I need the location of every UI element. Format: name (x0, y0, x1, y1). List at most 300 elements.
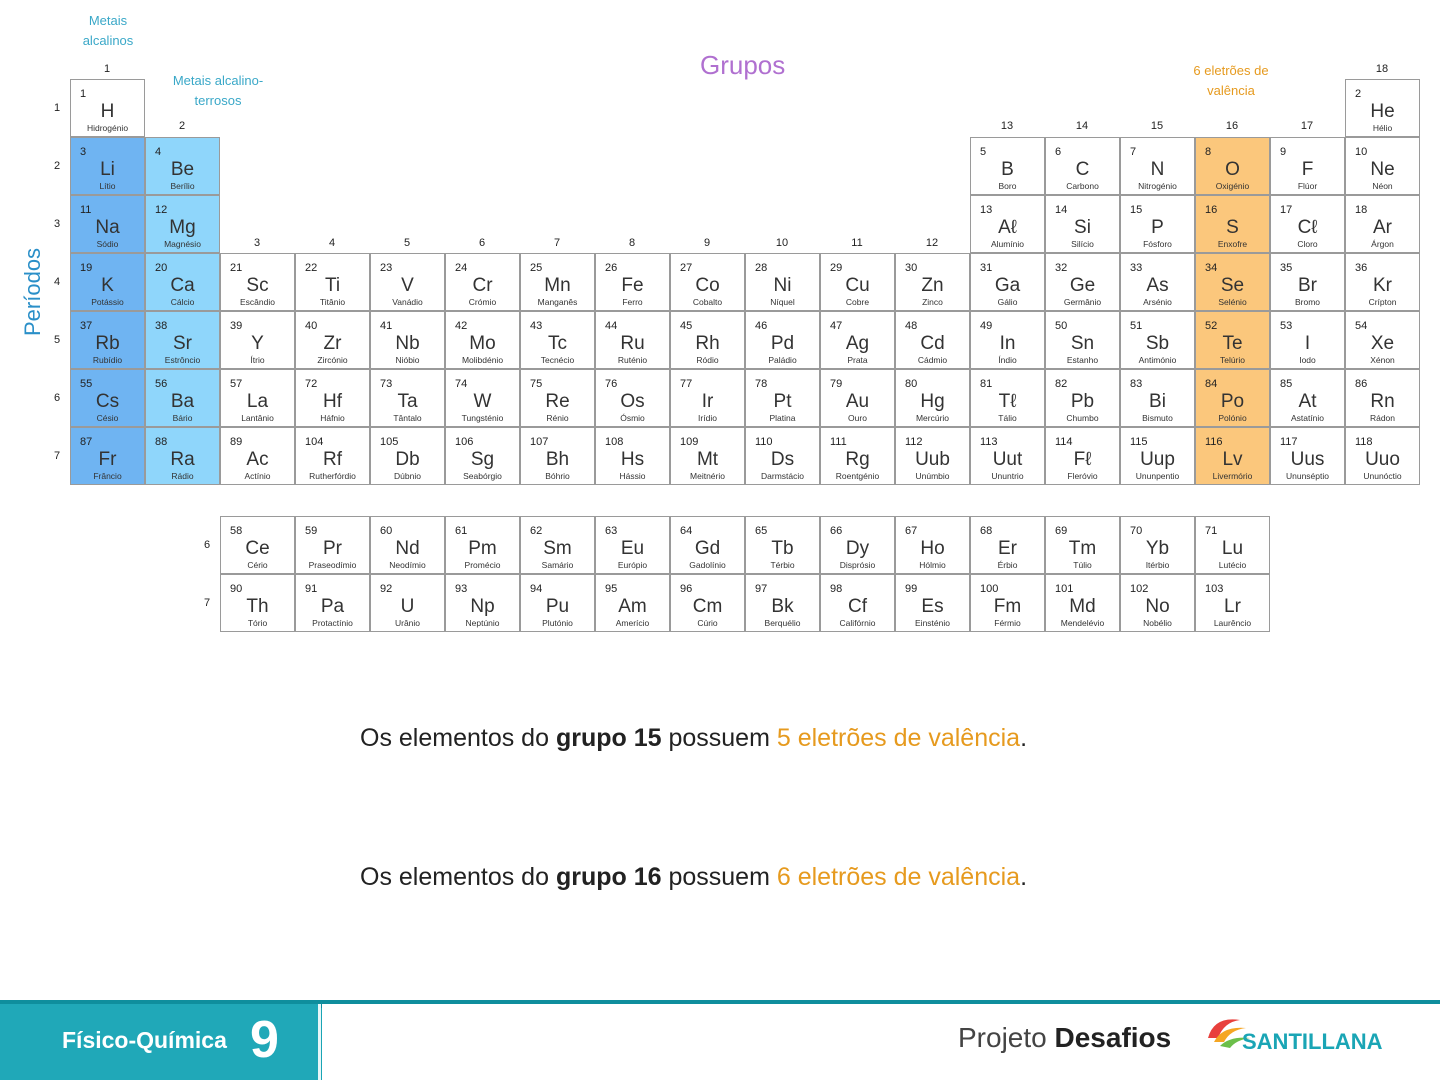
element-symbol: Ir (701, 391, 714, 412)
element-symbol: Ga (994, 275, 1021, 296)
project-prefix: Projeto (958, 1022, 1055, 1053)
element-cell (820, 574, 895, 632)
atomic-number: 53 (1280, 320, 1293, 332)
element-cell (1345, 427, 1420, 485)
element-symbol: Cu (845, 275, 870, 296)
element-cell (145, 137, 220, 195)
element-name: Fósforo (1143, 239, 1172, 249)
element-symbol: Rn (1370, 391, 1395, 412)
element-cell (1120, 516, 1195, 574)
element-name: Césio (96, 413, 119, 423)
statement-group: grupo 16 (555, 863, 662, 891)
element-symbol: Ho (920, 538, 945, 559)
atomic-number: 50 (1055, 320, 1068, 332)
element-symbol: Cf (848, 596, 867, 617)
element-name: Índio (998, 355, 1017, 365)
element-symbol: Ar (1373, 217, 1392, 238)
element-cell (445, 516, 520, 574)
atomic-number: 111 (830, 436, 847, 448)
atomic-number: 48 (905, 320, 918, 332)
period-number: 6 (53, 392, 61, 404)
element-symbol: Re (545, 391, 570, 412)
element-name: Ferro (622, 297, 643, 307)
element-cell (970, 195, 1045, 253)
element-name: Crómio (468, 297, 497, 307)
atomic-number: 29 (830, 262, 843, 274)
element-symbol: Sg (470, 449, 495, 470)
element-symbol: Ba (170, 391, 195, 412)
element-cell (220, 311, 295, 369)
atomic-number: 35 (1280, 262, 1293, 274)
element-cell (820, 516, 895, 574)
atomic-number: 4 (155, 146, 162, 158)
element-cell (445, 311, 520, 369)
atomic-number: 37 (80, 320, 93, 332)
element-symbol: Fm (993, 596, 1022, 617)
element-name: Zircónio (317, 355, 348, 365)
element-name: Dúbnio (394, 471, 421, 481)
element-cell (370, 427, 445, 485)
element-cell (220, 369, 295, 427)
element-cell (595, 574, 670, 632)
element-cell (145, 253, 220, 311)
statement-text: Os elementos do (360, 724, 556, 752)
element-name: Magnésio (164, 239, 201, 249)
element-symbol: Ce (245, 538, 270, 559)
group-number: 12 (925, 237, 939, 249)
project-name: Desafios (1054, 1022, 1172, 1053)
element-symbol: Ac (246, 449, 269, 470)
element-name: Escândio (240, 297, 275, 307)
element-symbol: N (1150, 159, 1165, 180)
element-name: Bário (172, 413, 193, 423)
element-cell (1045, 369, 1120, 427)
atomic-number: 61 (455, 525, 468, 537)
element-cell (895, 369, 970, 427)
element-symbol: Sr (173, 333, 192, 354)
atomic-number: 12 (155, 204, 168, 216)
atomic-number: 81 (980, 378, 993, 390)
element-name: Rubídio (92, 355, 123, 365)
element-cell (520, 574, 595, 632)
atomic-number: 28 (755, 262, 768, 274)
period-number: 3 (53, 218, 61, 230)
element-name: Califórnio (839, 618, 876, 628)
element-name: Hássio (619, 471, 646, 481)
atomic-number: 88 (155, 436, 168, 448)
group-number: 3 (253, 237, 261, 249)
element-symbol: Ru (620, 333, 645, 354)
element-name: Térbio (770, 560, 795, 570)
element-cell (745, 574, 820, 632)
element-name: Cádmio (917, 355, 948, 365)
atomic-number: 14 (1055, 204, 1068, 216)
element-name: Nobélio (1143, 618, 1172, 628)
element-symbol: Bk (771, 596, 794, 617)
element-symbol: Hg (920, 391, 945, 412)
element-symbol: Fℓ (1073, 449, 1092, 470)
element-symbol: Y (251, 333, 264, 354)
element-symbol: Po (1220, 391, 1245, 412)
element-name: Polónio (1218, 413, 1247, 423)
atomic-number: 38 (155, 320, 168, 332)
atomic-number: 97 (755, 583, 768, 595)
element-symbol: La (246, 391, 269, 412)
element-symbol: Lu (1221, 538, 1244, 559)
element-name: Gálio (997, 297, 1018, 307)
atomic-number: 44 (605, 320, 618, 332)
element-cell (595, 369, 670, 427)
element-symbol: Md (1069, 596, 1096, 617)
element-symbol: V (401, 275, 414, 296)
element-symbol: At (1298, 391, 1317, 412)
element-name: Mendelévio (1060, 618, 1105, 628)
atomic-number: 31 (980, 262, 993, 274)
element-name: Neptúnio (465, 618, 500, 628)
element-cell (1120, 195, 1195, 253)
element-name: Astatínio (1290, 413, 1325, 423)
element-symbol: Es (921, 596, 944, 617)
element-name: Tântalo (393, 413, 422, 423)
atomic-number: 110 (755, 436, 773, 448)
valence-6-label: 6 eletrões de valência (1193, 63, 1269, 98)
element-cell (295, 253, 370, 311)
element-cell (745, 427, 820, 485)
element-cell (670, 253, 745, 311)
atomic-number: 2 (1355, 88, 1362, 100)
atomic-number: 96 (680, 583, 693, 595)
element-cell (70, 79, 145, 137)
element-name: Promécio (464, 560, 501, 570)
atomic-number: 84 (1205, 378, 1218, 390)
group-number: 11 (851, 237, 863, 249)
element-cell (1270, 137, 1345, 195)
element-cell (970, 253, 1045, 311)
element-name: Praseodímio (308, 560, 357, 570)
element-name: Samário (541, 560, 574, 570)
atomic-number: 6 (1055, 146, 1062, 158)
element-cell (970, 574, 1045, 632)
element-symbol: Ni (773, 275, 792, 296)
atomic-number: 30 (905, 262, 918, 274)
atomic-number: 26 (605, 262, 618, 274)
atomic-number: 83 (1130, 378, 1143, 390)
group-number: 13 (1000, 120, 1014, 132)
element-symbol: Np (470, 596, 495, 617)
element-symbol: Am (618, 596, 647, 617)
element-cell (370, 253, 445, 311)
atomic-number: 51 (1130, 320, 1143, 332)
element-name: Oxigénio (1215, 181, 1250, 191)
atomic-number: 10 (1355, 146, 1368, 158)
element-symbol: Xe (1370, 333, 1395, 354)
element-name: Néon (1372, 181, 1393, 191)
element-name: Fleróvio (1067, 471, 1098, 481)
element-cell (445, 427, 520, 485)
period-number: 5 (53, 334, 61, 346)
element-name: Arsénio (1143, 297, 1172, 307)
group-number: 2 (178, 120, 186, 132)
atomic-number: 19 (80, 262, 93, 274)
element-name: Cobre (845, 297, 870, 307)
element-name: Bromo (1294, 297, 1321, 307)
element-symbol: Uup (1140, 449, 1175, 470)
element-name: Frâncio (93, 471, 122, 481)
element-symbol: Pu (545, 596, 570, 617)
element-symbol: Si (1074, 217, 1091, 238)
element-cell (1345, 137, 1420, 195)
statement-valence: 6 eletrões de valência (776, 863, 1021, 891)
group-number: 4 (328, 237, 336, 249)
element-symbol: Rf (323, 449, 342, 470)
element-name: Cálcio (170, 297, 195, 307)
atomic-number: 42 (455, 320, 468, 332)
atomic-number: 105 (380, 436, 399, 448)
element-symbol: Cs (95, 391, 120, 412)
atomic-number: 27 (680, 262, 693, 274)
element-name: Háfnio (320, 413, 345, 423)
element-name: Titânio (319, 297, 346, 307)
element-cell (595, 427, 670, 485)
element-name: Neodímio (389, 560, 426, 570)
group-number: 18 (1375, 63, 1389, 75)
element-cell (295, 311, 370, 369)
statement-text: . (1020, 863, 1028, 891)
element-name: Cúrio (697, 618, 718, 628)
atomic-number: 71 (1205, 525, 1218, 537)
element-name: Iodo (1299, 355, 1316, 365)
element-symbol: Cm (692, 596, 723, 617)
element-symbol: Te (1222, 333, 1243, 354)
atomic-number: 1 (80, 88, 87, 100)
element-name: Cério (247, 560, 268, 570)
element-symbol: Bh (545, 449, 570, 470)
atomic-number: 104 (305, 436, 324, 448)
element-name: Hólmio (919, 560, 946, 570)
element-cell (820, 369, 895, 427)
atomic-number: 107 (530, 436, 549, 448)
atomic-number: 43 (530, 320, 543, 332)
element-cell (70, 137, 145, 195)
element-symbol: Uus (1290, 449, 1325, 470)
element-cell (1045, 427, 1120, 485)
atomic-number: 75 (530, 378, 543, 390)
atomic-number: 63 (605, 525, 618, 537)
atomic-number: 47 (830, 320, 843, 332)
element-name: Lutécio (1218, 560, 1247, 570)
element-cell (445, 574, 520, 632)
element-symbol: Ra (170, 449, 195, 470)
element-name: Alumínio (990, 239, 1025, 249)
atomic-number: 98 (830, 583, 843, 595)
element-name: Potássio (91, 297, 124, 307)
element-name: Laurêncio (1213, 618, 1252, 628)
element-name: Tungsténio (461, 413, 504, 423)
element-name: Zinco (922, 297, 943, 307)
element-cell (70, 195, 145, 253)
atomic-number: 109 (680, 436, 699, 448)
element-symbol: U (400, 596, 415, 617)
element-symbol: Br (1298, 275, 1317, 296)
atomic-number: 85 (1280, 378, 1293, 390)
element-symbol: Cd (920, 333, 945, 354)
element-cell (1345, 195, 1420, 253)
atomic-number: 39 (230, 320, 243, 332)
element-cell (670, 311, 745, 369)
element-cell (595, 311, 670, 369)
element-symbol: C (1075, 159, 1090, 180)
atomic-number: 13 (980, 204, 993, 216)
element-name: Livermório (1212, 471, 1253, 481)
element-symbol: Nb (395, 333, 420, 354)
statement-valence: 5 eletrões de valência (776, 724, 1021, 752)
element-cell (295, 516, 370, 574)
atomic-number: 68 (980, 525, 993, 537)
element-symbol: Dy (845, 538, 870, 559)
element-cell (670, 427, 745, 485)
atomic-number: 7 (1130, 146, 1137, 158)
element-symbol: Pr (323, 538, 342, 559)
element-symbol: W (473, 391, 492, 412)
element-name: Ununtrio (991, 471, 1024, 481)
element-symbol: F (1301, 159, 1314, 180)
element-symbol: Uut (992, 449, 1023, 470)
element-name: Rádio (171, 471, 194, 481)
element-cell (595, 516, 670, 574)
element-cell (1120, 427, 1195, 485)
atomic-number: 79 (830, 378, 843, 390)
atomic-number: 32 (1055, 262, 1068, 274)
element-name: Seabórgio (463, 471, 502, 481)
group-number: 15 (1150, 120, 1164, 132)
element-cell (445, 253, 520, 311)
element-symbol: Pb (1070, 391, 1095, 412)
element-cell (1345, 369, 1420, 427)
element-symbol: He (1370, 101, 1395, 122)
atomic-number: 80 (905, 378, 918, 390)
element-name: Nióbio (395, 355, 420, 365)
element-cell (895, 574, 970, 632)
element-cell (370, 369, 445, 427)
element-symbol: Pt (773, 391, 792, 412)
element-symbol: Th (246, 596, 269, 617)
element-name: Germânio (1063, 297, 1102, 307)
element-symbol: In (999, 333, 1016, 354)
element-symbol: Eu (620, 538, 645, 559)
element-cell (1195, 311, 1270, 369)
element-name: Xénon (1370, 355, 1395, 365)
element-symbol: Tc (548, 333, 567, 354)
element-cell (220, 516, 295, 574)
atomic-number: 93 (455, 583, 468, 595)
element-cell (1045, 516, 1120, 574)
element-cell (1195, 369, 1270, 427)
period-number: 4 (53, 276, 61, 288)
atomic-number: 46 (755, 320, 768, 332)
element-symbol: Db (395, 449, 420, 470)
atomic-number: 21 (230, 262, 243, 274)
element-name: Itérbio (1145, 560, 1170, 570)
element-name: Enxofre (1217, 239, 1248, 249)
element-cell (295, 369, 370, 427)
period-number: 7 (203, 597, 211, 609)
atomic-number: 45 (680, 320, 693, 332)
element-name: Hélio (1372, 123, 1393, 133)
element-cell (745, 516, 820, 574)
element-name: Ítrio (250, 355, 265, 365)
statement-text: Os elementos do (360, 863, 556, 891)
element-symbol: Uub (915, 449, 950, 470)
group-number: 1 (103, 63, 111, 75)
atomic-number: 112 (905, 436, 923, 448)
period-number: 6 (203, 539, 211, 551)
atomic-number: 116 (1205, 436, 1223, 448)
element-symbol: B (1001, 159, 1014, 180)
atomic-number: 57 (230, 378, 243, 390)
element-name: Cloro (1297, 239, 1318, 249)
element-symbol: Kr (1373, 275, 1392, 296)
group-number: 8 (628, 237, 636, 249)
element-name: Disprósio (839, 560, 876, 570)
atomic-number: 52 (1205, 320, 1218, 332)
element-name: Cobalto (692, 297, 723, 307)
group-number: 14 (1075, 120, 1089, 132)
element-symbol: Os (620, 391, 645, 412)
element-name: Tório (247, 618, 268, 628)
element-symbol: Uuo (1365, 449, 1400, 470)
atomic-number: 102 (1130, 583, 1149, 595)
periods-label: Períodos (20, 247, 45, 336)
element-name: Tálio (998, 413, 1017, 423)
element-symbol: Cr (472, 275, 493, 296)
atomic-number: 20 (155, 262, 168, 274)
statement-text: possuem (661, 863, 777, 891)
element-symbol: Ti (324, 275, 341, 296)
element-name: Amerício (615, 618, 650, 628)
atomic-number: 11 (80, 204, 92, 216)
element-symbol: Zr (323, 333, 342, 354)
element-name: Chumbo (1066, 413, 1099, 423)
statement-group-15 (360, 724, 1027, 753)
element-name: Rádon (1369, 413, 1396, 423)
element-cell (745, 253, 820, 311)
element-name: Bóhrio (545, 471, 570, 481)
atomic-number: 54 (1355, 320, 1368, 332)
element-name: Irídio (698, 413, 717, 423)
statement-text: . (1020, 724, 1028, 752)
element-symbol: Na (95, 217, 120, 238)
element-cell (670, 369, 745, 427)
element-symbol: Ca (170, 275, 195, 296)
atomic-number: 114 (1055, 436, 1073, 448)
atomic-number: 87 (80, 436, 93, 448)
element-symbol: Aℓ (998, 217, 1017, 238)
element-cell (1045, 311, 1120, 369)
element-cell (70, 369, 145, 427)
element-cell (370, 516, 445, 574)
element-symbol: Ne (1370, 159, 1395, 180)
atomic-number: 101 (1055, 583, 1074, 595)
element-symbol: Cℓ (1297, 217, 1318, 238)
element-cell (145, 195, 220, 253)
atomic-number: 5 (980, 146, 987, 158)
element-cell (970, 369, 1045, 427)
element-cell (895, 253, 970, 311)
grade-number: 9 (250, 1011, 279, 1069)
element-name: Silício (1071, 239, 1094, 249)
atomic-number: 115 (1130, 436, 1148, 448)
statement-text: possuem (661, 724, 777, 752)
